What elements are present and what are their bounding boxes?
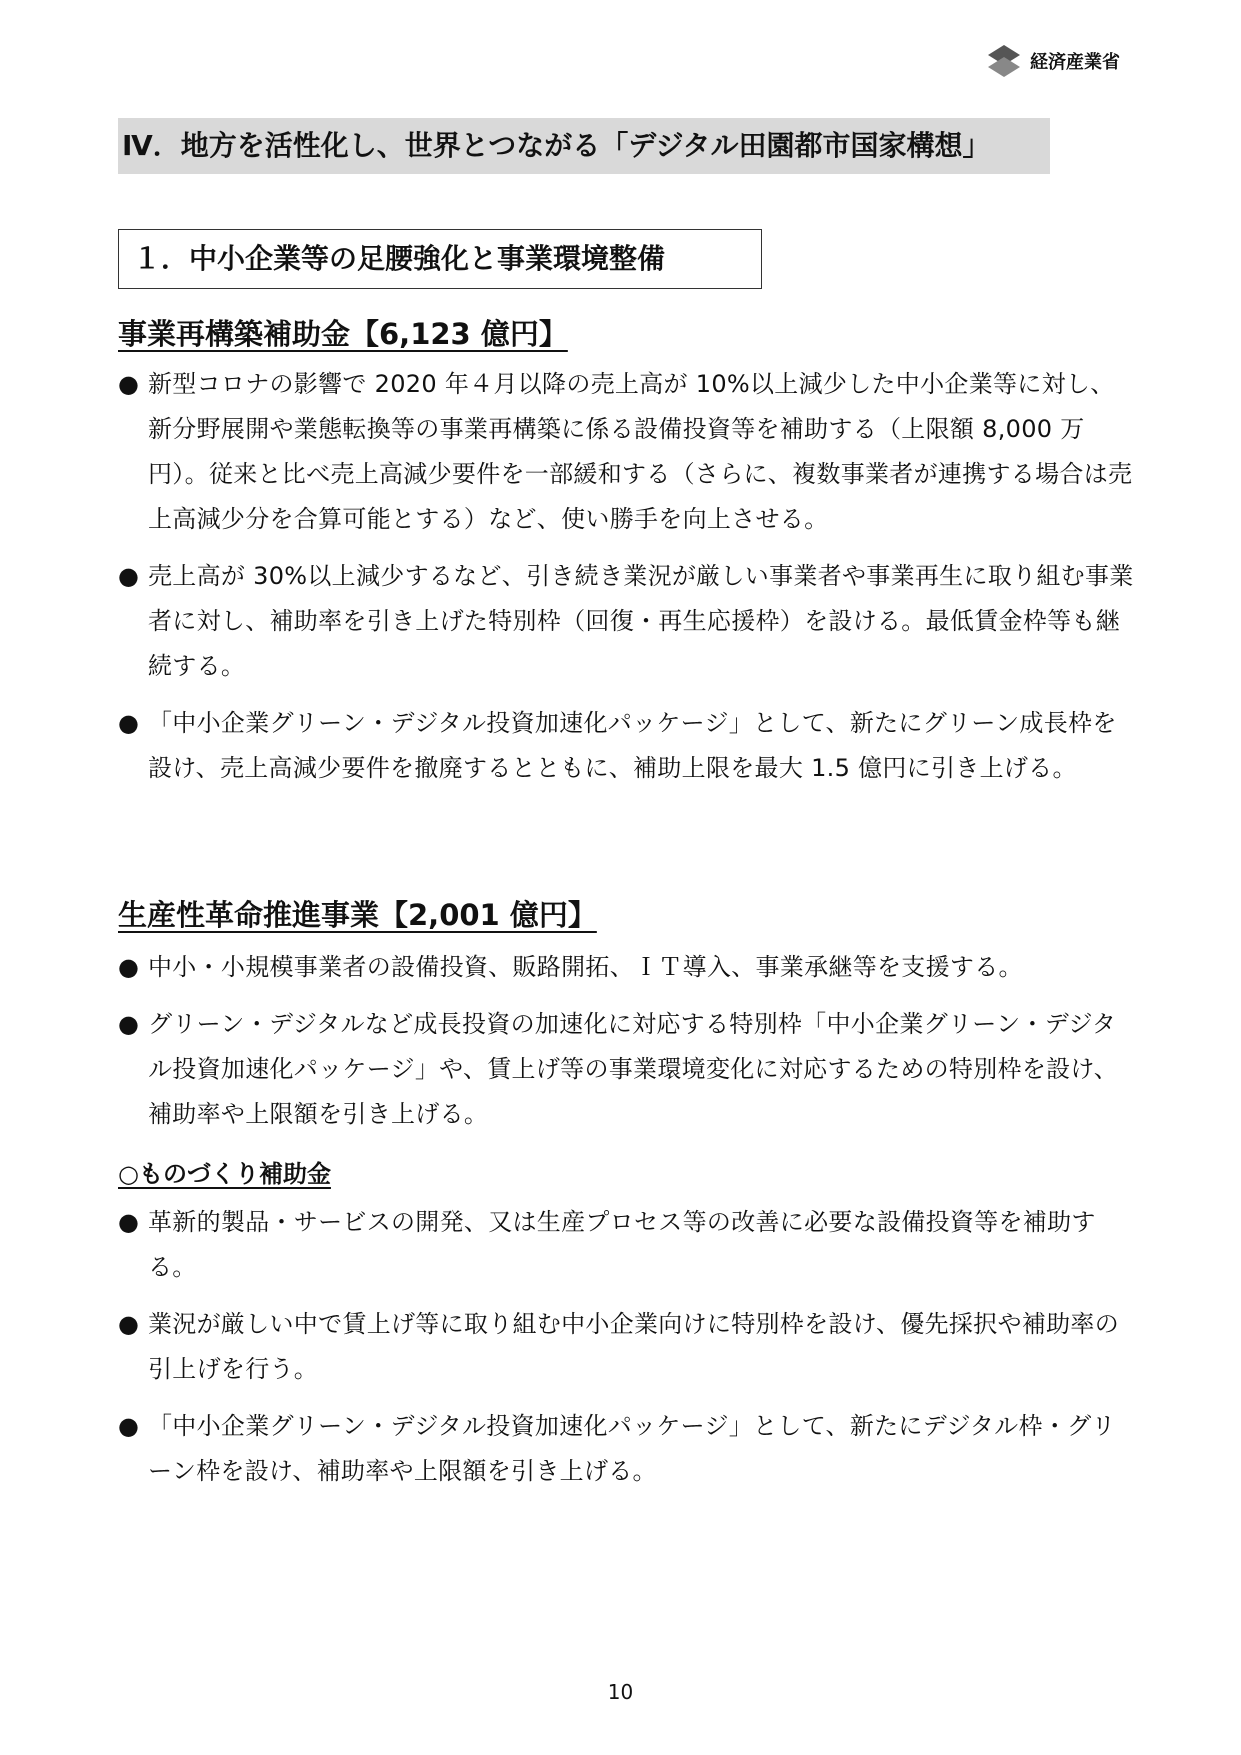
bullet-icon: ● bbox=[118, 1208, 140, 1236]
list-item bbox=[118, 701, 1138, 791]
bullet-list-monozukuri bbox=[118, 1200, 1138, 1506]
list-item-text: 「中小企業グリーン・デジタル投資加速化パッケージ」として、新たにグリーン成長枠を設け、売上高減少要件を撤廃するとともに、補助上限を最大 1.5 億円に引き上げる。 bbox=[148, 709, 1117, 782]
list-item-text: 新型コロナの影響で 2020 年４月以降の売上高が 10%以上減少した中小企業等に対し、新分野展開や業態転換等の事業再構築に係る設備投資等を補助する（上限額 8,000 万円）。従来と比べ売上高減少要件を一部緩和する（さらに、複数事業者が連携する場合は売上高減少分を合算可能とする）など、使い勝手を向上させる。 bbox=[148, 370, 1133, 533]
list-item bbox=[118, 1002, 1138, 1137]
bullet-list-reconstruction bbox=[118, 362, 1138, 803]
bullet-icon: ● bbox=[118, 370, 140, 398]
list-item-text: グリーン・デジタルなど成長投資の加速化に対応する特別枠「中小企業グリーン・デジタル投資加速化パッケージ」や、賃上げ等の事業環境変化に対応するための特別枠を設け、補助率や上限額を引き上げる。 bbox=[148, 1010, 1119, 1128]
subsidy-title-productivity: 生産性革命推進事業【2,001 億円】 bbox=[118, 898, 597, 932]
list-item bbox=[118, 1200, 1138, 1290]
list-item bbox=[118, 945, 1138, 990]
meti-logo-icon bbox=[984, 41, 1024, 81]
ministry-logo bbox=[984, 38, 1134, 84]
list-item bbox=[118, 362, 1138, 542]
chapter-title: Ⅳ．地方を活性化し、世界とつながる「デジタル田園都市国家構想」 bbox=[118, 118, 1050, 174]
section-title: １．中小企業等の足腰強化と事業環境整備 bbox=[118, 229, 762, 289]
list-item-text: 売上高が 30%以上減少するなど、引き続き業況が厳しい事業者や事業再生に取り組む事業者に対し、補助率を引き上げた特別枠（回復・再生応援枠）を設ける。最低賃金枠等も継続する。 bbox=[148, 562, 1134, 680]
subsidy-title-monozukuri: ○ものづくり補助金 bbox=[118, 1160, 331, 1188]
bullet-icon: ● bbox=[118, 1010, 140, 1038]
bullet-icon: ● bbox=[118, 1310, 140, 1338]
page-number: 10 bbox=[607, 1680, 634, 1704]
bullet-icon: ● bbox=[118, 562, 140, 590]
list-item-text: 中小・小規模事業者の設備投資、販路開拓、ＩＴ導入、事業承継等を支援する。 bbox=[148, 953, 1023, 981]
list-item bbox=[118, 1302, 1138, 1392]
list-item bbox=[118, 1404, 1138, 1494]
bullet-list-productivity bbox=[118, 945, 1138, 1149]
list-item bbox=[118, 554, 1138, 689]
list-item-text: 革新的製品・サービスの開発、又は生産プロセス等の改善に必要な設備投資等を補助する。 bbox=[148, 1208, 1096, 1281]
list-item-text: 「中小企業グリーン・デジタル投資加速化パッケージ」として、新たにデジタル枠・グリーン枠を設け、補助率や上限額を引き上げる。 bbox=[148, 1412, 1116, 1485]
list-item-text: 業況が厳しい中で賃上げ等に取り組む中小企業向けに特別枠を設け、優先採択や補助率の引上げを行う。 bbox=[148, 1310, 1120, 1383]
bullet-icon: ● bbox=[118, 709, 140, 737]
subsidy-title-reconstruction: 事業再構築補助金【6,123 億円】 bbox=[118, 317, 568, 351]
bullet-icon: ● bbox=[118, 953, 140, 981]
ministry-name: 経済産業省 bbox=[1030, 52, 1120, 73]
bullet-icon: ● bbox=[118, 1412, 140, 1440]
